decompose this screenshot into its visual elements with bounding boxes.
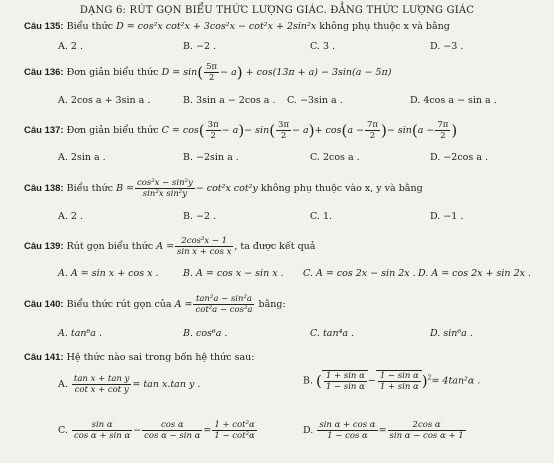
option-c[interactable]: C. 2cos a . — [310, 152, 360, 163]
question-text: Biểu thức rút gọn của — [66, 299, 172, 310]
option-d[interactable]: D. A = cos 2x + sin 2x . — [418, 268, 532, 279]
question-label: Câu 135: — [24, 21, 64, 32]
question-text: Đơn giản biểu thức — [66, 125, 159, 136]
option-c[interactable]: C. 1. — [310, 211, 333, 222]
option-d[interactable]: D. 4cos a − sin a . — [410, 95, 497, 106]
option-d[interactable]: D. −3 . — [430, 41, 464, 52]
option-b[interactable]: B. 3sin a − 2cos a . — [183, 95, 276, 106]
question-140: Câu 140: Biểu thức rút gọn của A = $\frac{\text{tan²a − sin²a}}{\text{cot²a − cos²a}}$ bằng: — [24, 294, 286, 315]
option-a[interactable]: A. 2sin a . — [58, 152, 106, 163]
question-136: Câu 136: Đơn giản biểu thức D = sin( $\frac{5\pi}{2}$ − a) + cos(13π + a) − 3sin(a − 5π) — [24, 62, 392, 83]
question-135 — [24, 21, 450, 32]
option-d[interactable]: D. −2cos a . — [430, 152, 488, 163]
question-label: Câu 137: — [24, 125, 64, 136]
question-text: Đơn giản biểu thức — [66, 67, 159, 78]
option-d[interactable]: D. −1 . — [430, 211, 464, 222]
option-b[interactable]: B. A = cos x − sin x . — [183, 268, 284, 279]
option-a[interactable]: A. A = sin x + cos x . — [58, 268, 159, 279]
option-a[interactable]: A. tan⁶a . — [58, 328, 103, 339]
option-a[interactable]: A. 2cos a + 3sin a . — [58, 95, 151, 106]
option-b[interactable]: B. −2 . — [183, 211, 217, 222]
question-137: Câu 137: Đơn giản biểu thức C = cos( $\frac{3\pi}{2}$ − a)− sin( $\frac{3\pi}{2}$ − a)+ cos(a − $\frac{7\pi}{2}$ )− sin(a − $\frac{7\pi}{2}$ ) — [24, 120, 458, 141]
question-139: Câu 139: Rút gọn biểu thức A = $\frac{\text{2cos²x − 1}}{\text{sin x + cos x}}$ , ta được kết quả — [24, 236, 316, 257]
option-c[interactable]: C. $\frac{\text{sin α}}{\text{cos α + sin α}}$ − $\frac{\text{cos α}}{\text{cos α − sin α}}$ = $\frac{\text{1 + cot²α}}{\text{1 − cot²α}}$ — [58, 420, 255, 441]
section-header: DẠNG 6: RÚT GỌN BIỂU THỨC LƯỢNG GIÁC. ĐẲNG THỨC LƯỢNG GIÁC — [79, 5, 475, 16]
option-b[interactable]: B. −2sin a . — [183, 152, 239, 163]
question-text: Hệ thức nào sai trong bốn hệ thức sau: — [66, 352, 255, 363]
option-c[interactable]: C. −3sin a . — [287, 95, 343, 106]
option-c[interactable]: C. tan⁴a . — [310, 328, 355, 339]
sqrt: $\frac{\text{1 + sin α}}{\text{1 − sin α}}$ — [322, 370, 368, 392]
option-b[interactable]: B. cos⁶a . — [183, 328, 228, 339]
question-label: Câu 136: — [24, 67, 64, 78]
question-tail: không phụ thuộc vào x, y và bằng — [260, 183, 423, 194]
option-d[interactable]: D. sin⁶a . — [430, 328, 473, 339]
option-a[interactable]: A. 2 . — [58, 211, 83, 222]
question-label: Câu 141: — [24, 352, 64, 363]
question-label: Câu 139: — [24, 241, 64, 252]
question-label: Câu 138: — [24, 183, 64, 194]
option-b[interactable]: B. ( $\frac{\text{1 + sin α}}{\text{1 − sin α}}$ − $\frac{\text{1 − sin α}}{\text{1 + sin α}}$ )$^2$= 4tan²α . — [303, 371, 481, 392]
question-tail: không phụ thuộc x và bằng — [319, 21, 450, 32]
option-a[interactable]: A. $\frac{\text{tan x + tan y}}{\text{cot x + cot y}}$ = tan x.tan y . — [58, 374, 201, 395]
option-d[interactable]: D. $\frac{\text{sin α + cos α}}{\text{1 − cos α}}$ = $\frac{\text{2cos α}}{\text{sin α − cos α + 1}}$ — [303, 420, 464, 441]
question-text: Biểu thức — [66, 21, 114, 32]
expr-rest: + cos(13π + a) − 3sin(a − 5π) — [245, 67, 392, 78]
option-b[interactable]: B. −2 . — [183, 41, 217, 52]
option-c[interactable]: C. 3 . — [310, 41, 336, 52]
question-text: Rút gọn biểu thức — [66, 241, 154, 252]
expr-lhs: D = sin — [161, 67, 198, 78]
sqrt: $\frac{\text{1 − sin α}}{\text{1 + sin α}}$ — [376, 370, 422, 392]
fraction: $\frac{5\pi}{2}$ — [206, 62, 218, 83]
question-label: Câu 140: — [24, 299, 64, 310]
question-141 — [24, 352, 254, 363]
option-c[interactable]: C. A = cos 2x − sin 2x . — [303, 268, 416, 279]
question-expression: D = cos²x cot²x + 3cos²x − cot²x + 2sin²x — [116, 21, 317, 32]
question-text: Biểu thức — [66, 183, 114, 194]
question-138: Câu 138: Biểu thức B = $\frac{\text{cos²x − sin²y}}{\text{sin²x sin²y}}$ − cot²x cot²y không phụ thuộc vào x, y và bằng — [24, 178, 423, 199]
option-a[interactable]: A. 2 . — [58, 41, 83, 52]
